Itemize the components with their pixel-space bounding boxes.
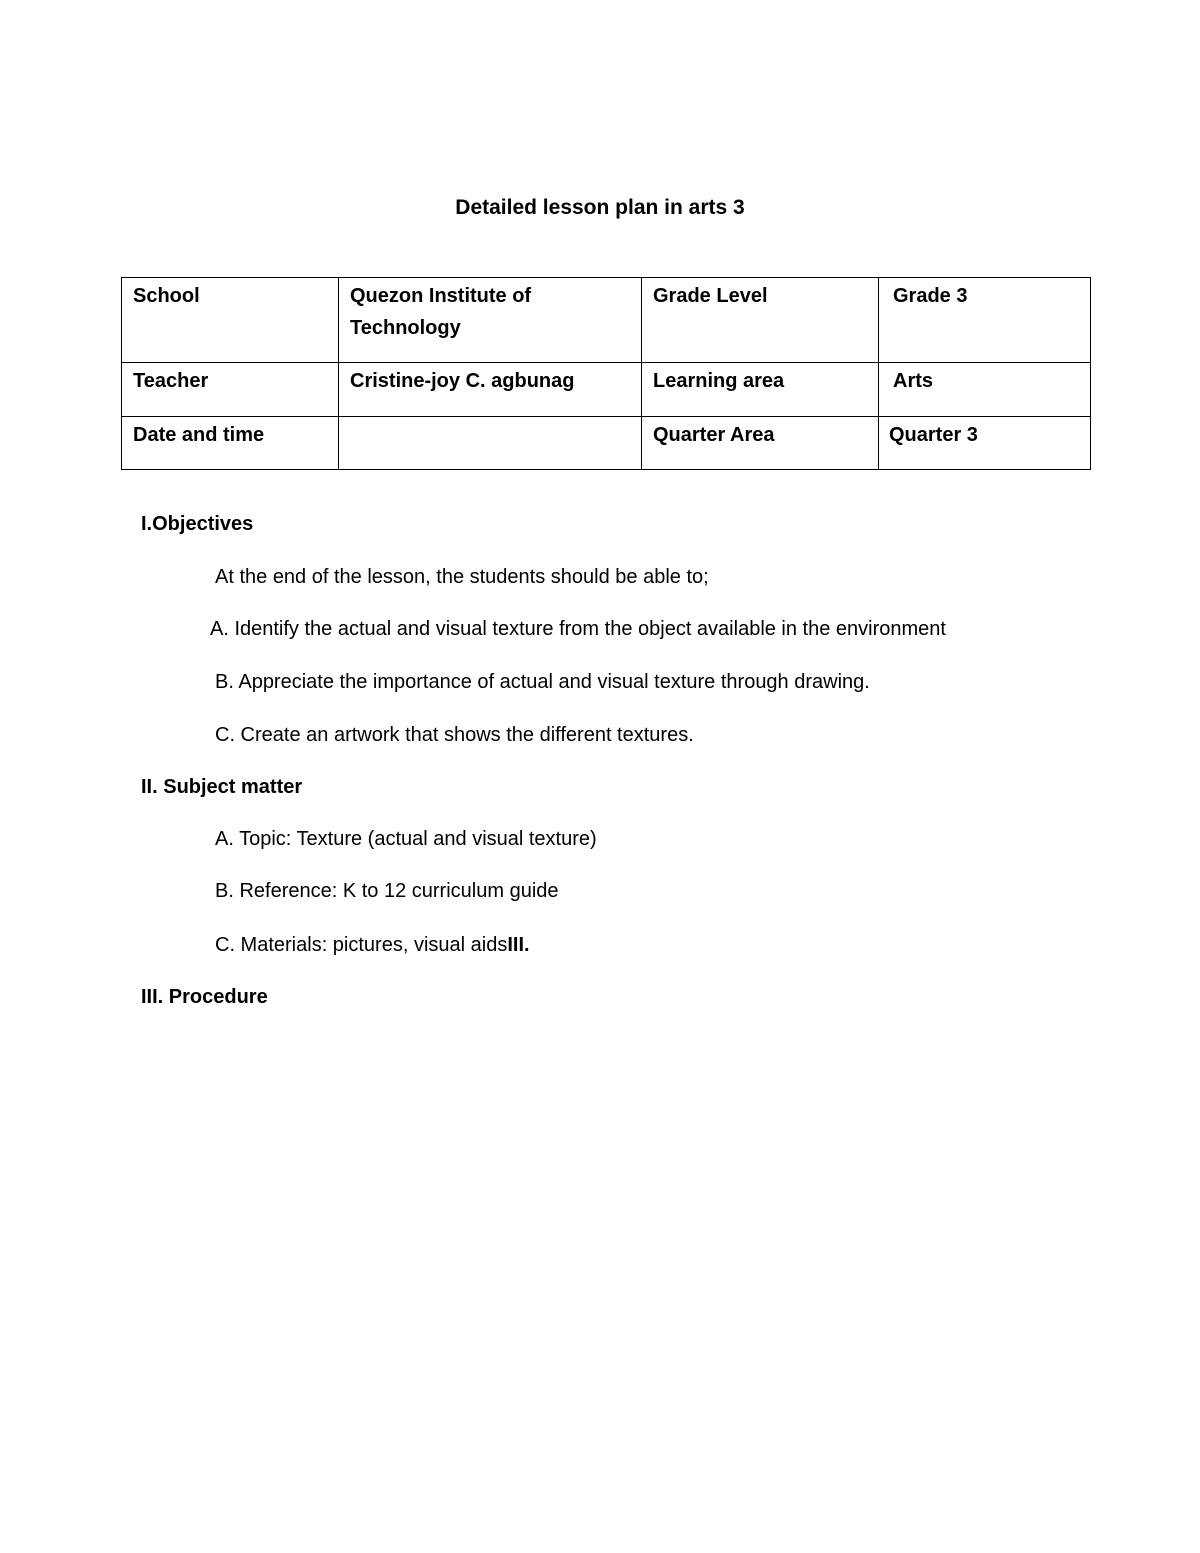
page-title: Detailed lesson plan in arts 3 xyxy=(455,196,745,219)
table-cell-label: Date and time xyxy=(122,417,339,470)
table-cell-label: Teacher xyxy=(122,363,339,417)
subject-matter-item: A. Topic: Texture (actual and visual texture) xyxy=(215,828,597,850)
objectives-heading: I.Objectives xyxy=(141,513,254,535)
procedure-heading: III. Procedure xyxy=(141,986,268,1008)
table-cell-value: Cristine-joy C. agbunag xyxy=(339,363,642,417)
table-cell-label: Quarter Area xyxy=(642,417,879,470)
table-cell-label: Learning area xyxy=(642,363,879,417)
table-row xyxy=(122,278,1091,363)
table-cell-value: Arts xyxy=(879,363,1091,417)
table-row xyxy=(122,417,1091,470)
lesson-info-table xyxy=(121,277,1091,470)
subject-matter-item-materials xyxy=(215,932,530,958)
objectives-intro: At the end of the lesson, the students should be able to; xyxy=(215,566,709,588)
objective-item: C. Create an artwork that shows the different textures. xyxy=(215,724,694,746)
table-cell-value xyxy=(339,417,642,470)
subject-matter-item: B. Reference: K to 12 curriculum guide xyxy=(215,880,559,902)
table-cell-label: Grade Level xyxy=(642,278,879,363)
table-cell-value: Quezon Institute of Technology xyxy=(339,278,642,363)
table-row xyxy=(122,363,1091,417)
table-cell-label: School xyxy=(122,278,339,363)
subject-matter-item: C. Materials: pictures, visual aids xyxy=(215,934,508,956)
objective-item: B. Appreciate the importance of actual and visual texture through drawing. xyxy=(215,671,870,693)
stray-bold-text: III. xyxy=(507,934,530,956)
table-cell-value: Quarter 3 xyxy=(879,417,1091,470)
subject-matter-heading: II. Subject matter xyxy=(141,776,303,798)
objective-item: A. Identify the actual and visual texture from the object available in the environment xyxy=(210,618,946,640)
table-cell-value: Grade 3 xyxy=(879,278,1091,363)
